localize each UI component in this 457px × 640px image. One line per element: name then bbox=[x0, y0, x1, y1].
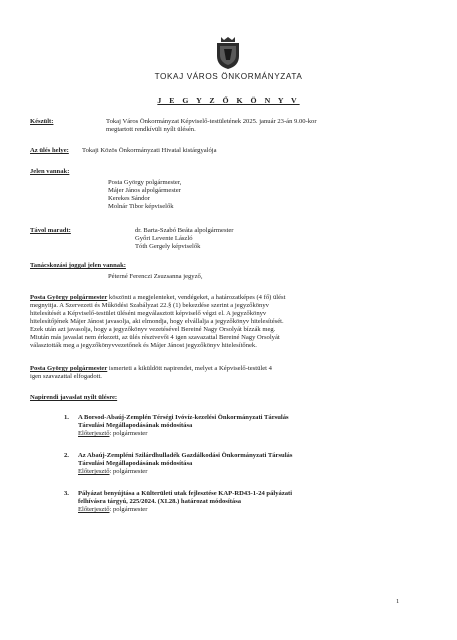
meeting-place-value: Tokaji Közös Önkormányzati Hivatal kistárgyalója bbox=[82, 147, 217, 154]
page-number: 1 bbox=[396, 598, 400, 605]
present-name: Kerekes Sándor bbox=[108, 195, 150, 202]
organization-name: TOKAJ VÁROS ÖNKORMÁNYZATA bbox=[154, 72, 303, 81]
agenda-item-presenter: Előterjesztő: polgármester bbox=[78, 430, 148, 437]
keszult-line-1: Tokaj Város Önkormányzat Képviselő-testületének 2025. január 23-án 9.00-kor bbox=[106, 118, 317, 125]
present-name: Molnár Tibor képviselők bbox=[108, 203, 174, 210]
keszult-line-2: megtartott rendkívüli nyílt ülésén. bbox=[106, 126, 196, 133]
absent-name: dr. Barta-Szabó Beáta alpolgármester bbox=[135, 227, 234, 234]
present-name: Posta György polgármester, bbox=[108, 179, 182, 186]
agenda-item-presenter: Előterjesztő: polgármester bbox=[78, 468, 148, 475]
agenda-item-title: A Borsod-Abaúj-Zemplén Térségi Ivóvíz-kezelési Önkormányzati Társulás bbox=[78, 414, 289, 421]
agenda-item-number: 2. bbox=[64, 452, 69, 459]
agenda-item-title: felhívásra tárgyú, 225/2024. (XI.28.) határozat módosítása bbox=[78, 498, 242, 505]
absent-name: Tóth Gergely képviselők bbox=[135, 243, 201, 250]
coat-of-arms-logo bbox=[215, 36, 241, 70]
agenda-item-title: Társulási Megállapodásának módosítása bbox=[78, 460, 193, 467]
absent-label: Távol maradt: bbox=[30, 227, 71, 234]
opening-paragraph-line: Miután más javaslat nem érkezett, az ülés résztvevői 4 igen szavazattal Bereiné Nagy Orsolyát bbox=[30, 334, 280, 341]
document-title: J E G Y Z Ő K Ö N Y V bbox=[157, 96, 300, 105]
agenda-approval-line: Posta György polgármester ismerteti a kiküldött napirendet, melyet a Képviselő-testület 4 bbox=[30, 365, 272, 372]
present-name: Májer János alpolgármester bbox=[108, 187, 181, 194]
agenda-item-number: 3. bbox=[64, 490, 69, 497]
opening-paragraph-line: hitelesítését a Képviselő-testület üléséni megválasztott képviselő végzi el. A jegyzőkönyv bbox=[30, 310, 267, 317]
speaker-name: Posta György polgármester bbox=[30, 294, 108, 301]
agenda-label: Napirendi javaslat nyílt ülésre: bbox=[30, 394, 118, 401]
agenda-item-number: 1. bbox=[64, 414, 69, 421]
agenda-item-title: Az Abaúj-Zempléni Szilárdhulladék Gazdálkodási Önkormányzati Társulás bbox=[78, 452, 293, 459]
advisory-name: Péterné Ferenczi Zsuzsanna jegyző, bbox=[108, 273, 203, 280]
advisory-label: Tanácskozási joggal jelen vannak: bbox=[30, 262, 126, 269]
speaker-name: Posta György polgármester bbox=[30, 365, 108, 372]
agenda-item-title: Pályázat benyújtása a Külterületi utak fejlesztése KAP-RD43-1-24 pályázati bbox=[78, 490, 293, 497]
absent-name: Győri Levente László bbox=[135, 235, 193, 242]
opening-paragraph-line: hitelesítőjének Májer Jánost javasolja, aki elmondja, hogy elvállalja a jegyzőkönyv hitelesítését. bbox=[30, 318, 284, 325]
agenda-item-title: Társulási Megállapodásának módosítása bbox=[78, 422, 193, 429]
meeting-place-label: Az ülés helye: bbox=[30, 147, 69, 154]
agenda-approval-line: igen szavazattal elfogadott. bbox=[30, 373, 102, 380]
opening-paragraph-line: Ezek után azt javasolja, hogy a jegyzőkönyv vezetésével Bereiné Nagy Orsolyát bízzák meg. bbox=[30, 326, 276, 333]
present-label: Jelen vannak: bbox=[30, 168, 70, 175]
agenda-item-presenter: Előterjesztő: polgármester bbox=[78, 506, 148, 513]
opening-paragraph-line: Posta György polgármester köszönti a megjelenteket, vendégeket, a határozatképes (4 fő) ülést bbox=[30, 294, 286, 301]
opening-paragraph-line: választották meg a jegyzőkönyvvezetőnek és Májer Jánost jegyzőkönyv hitelesítőnek. bbox=[30, 342, 257, 349]
opening-paragraph-line: megnyitja. A Szervezeti és Működési Szabályzat 22.§ (1) bekezdése szerint a jegyzőkönyv bbox=[30, 302, 269, 309]
keszult-label: Készült: bbox=[30, 118, 54, 125]
